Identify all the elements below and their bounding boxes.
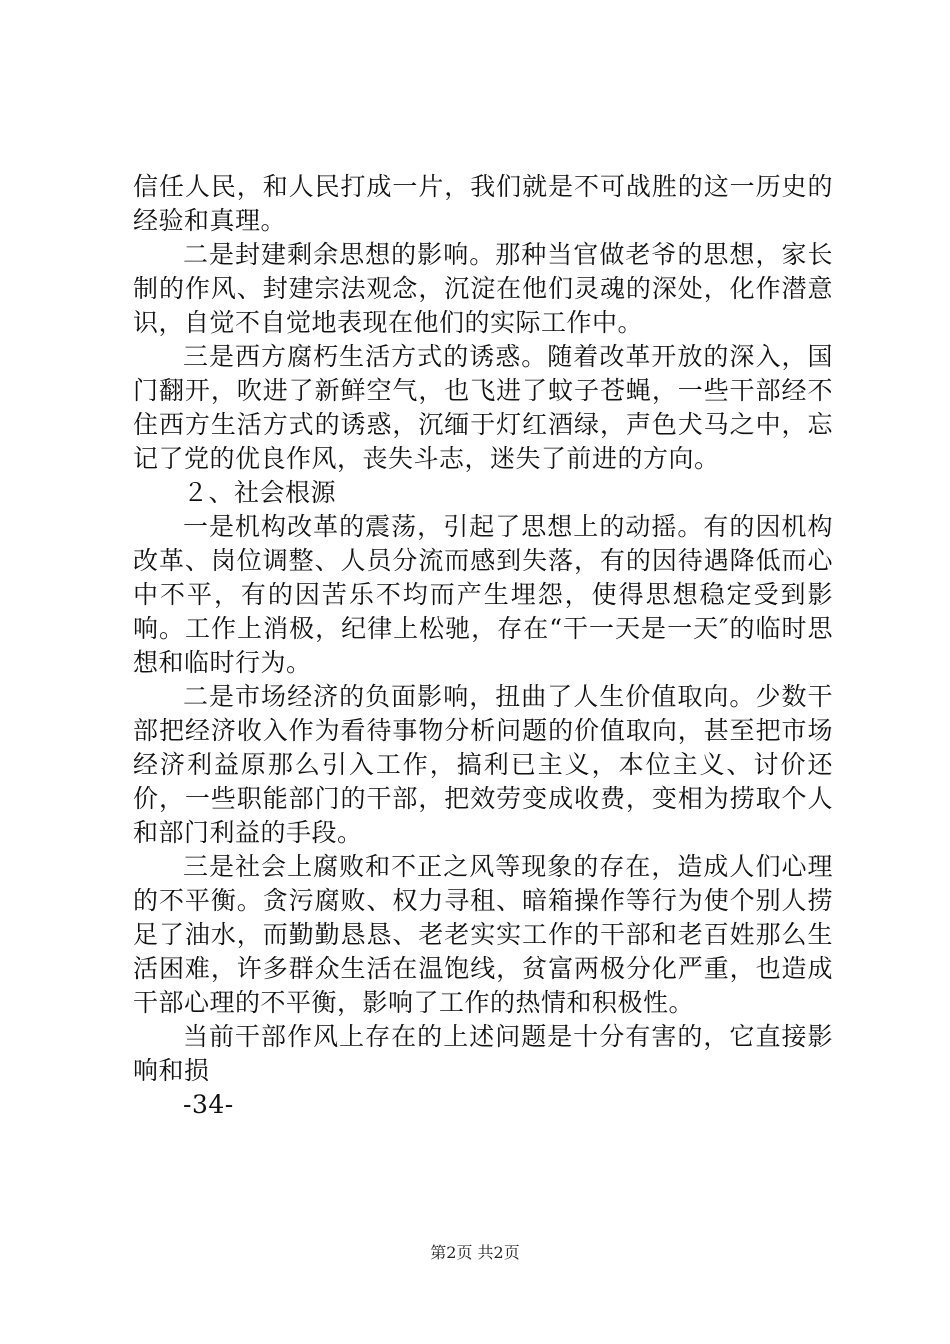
page-number-marker: -34-: [183, 1090, 234, 1119]
paragraph-market-economy: 二是市场经济的负面影响，扭曲了人生价值取向。少数干部把经济收入作为看待事物分析问题的价值取向，甚至把市场经济利益原那么引入工作，搞利已主义，本位主义、讨价还价，一些职能部门的干部，把效劳变成收费，变相为捞取个人和部门利益的手段。: [133, 682, 833, 847]
paragraph-institutional-reform: 一是机构改革的震荡，引起了思想上的动摇。有的因机构改革、岗位调整、人员分流而感到失落，有的因待遇降低而心中不平，有的因苦乐不均而产生埋怨，使得思想稳定受到影响。工作上消极，纪律上松驰，存在“干一天是一天″的临时思想和临时行为。: [133, 512, 833, 677]
section-heading-social-roots: ２、社会根源: [183, 478, 337, 507]
document-body: [133, 170, 833, 1122]
paragraph-conclusion: 当前干部作风上存在的上述问题是十分有害的，它直接影响和损: [133, 1022, 833, 1085]
paragraph-continuation: 信任人民，和人民打成一片，我们就是不可战胜的这一历史的经验和真理。: [133, 172, 833, 235]
page-footer: 第2页 共2页: [430, 1243, 520, 1262]
paragraph-corruption: 三是社会上腐败和不正之风等现象的存在，造成人们心理的不平衡。贪污腐败、权力寻租、暗箱操作等行为使个别人捞足了油水，而勤勤恳恳、老老实实工作的干部和老百姓那么生活困难，许多群众生活在温饱线，贫富两极分化严重，也造成干部心理的不平衡，影响了工作的热情和积极性。: [133, 852, 833, 1017]
paragraph-feudal-remnants: 二是封建剩余思想的影响。那种当官做老爷的思想，家长制的作风、封建宗法观念，沉淀在他们灵魂的深处，化作潜意识，自觉不自觉地表现在他们的实际工作中。: [133, 240, 833, 337]
paragraph-western-lifestyle: 三是西方腐朽生活方式的诱惑。随着改革开放的深入，国门翻开，吹进了新鲜空气，也飞进了蚊子苍蝇，一些干部经不住西方生活方式的诱惑，沉缅于灯红酒绿，声色犬马之中，忘记了党的优良作风，丧失斗志，迷失了前进的方向。: [133, 342, 833, 473]
